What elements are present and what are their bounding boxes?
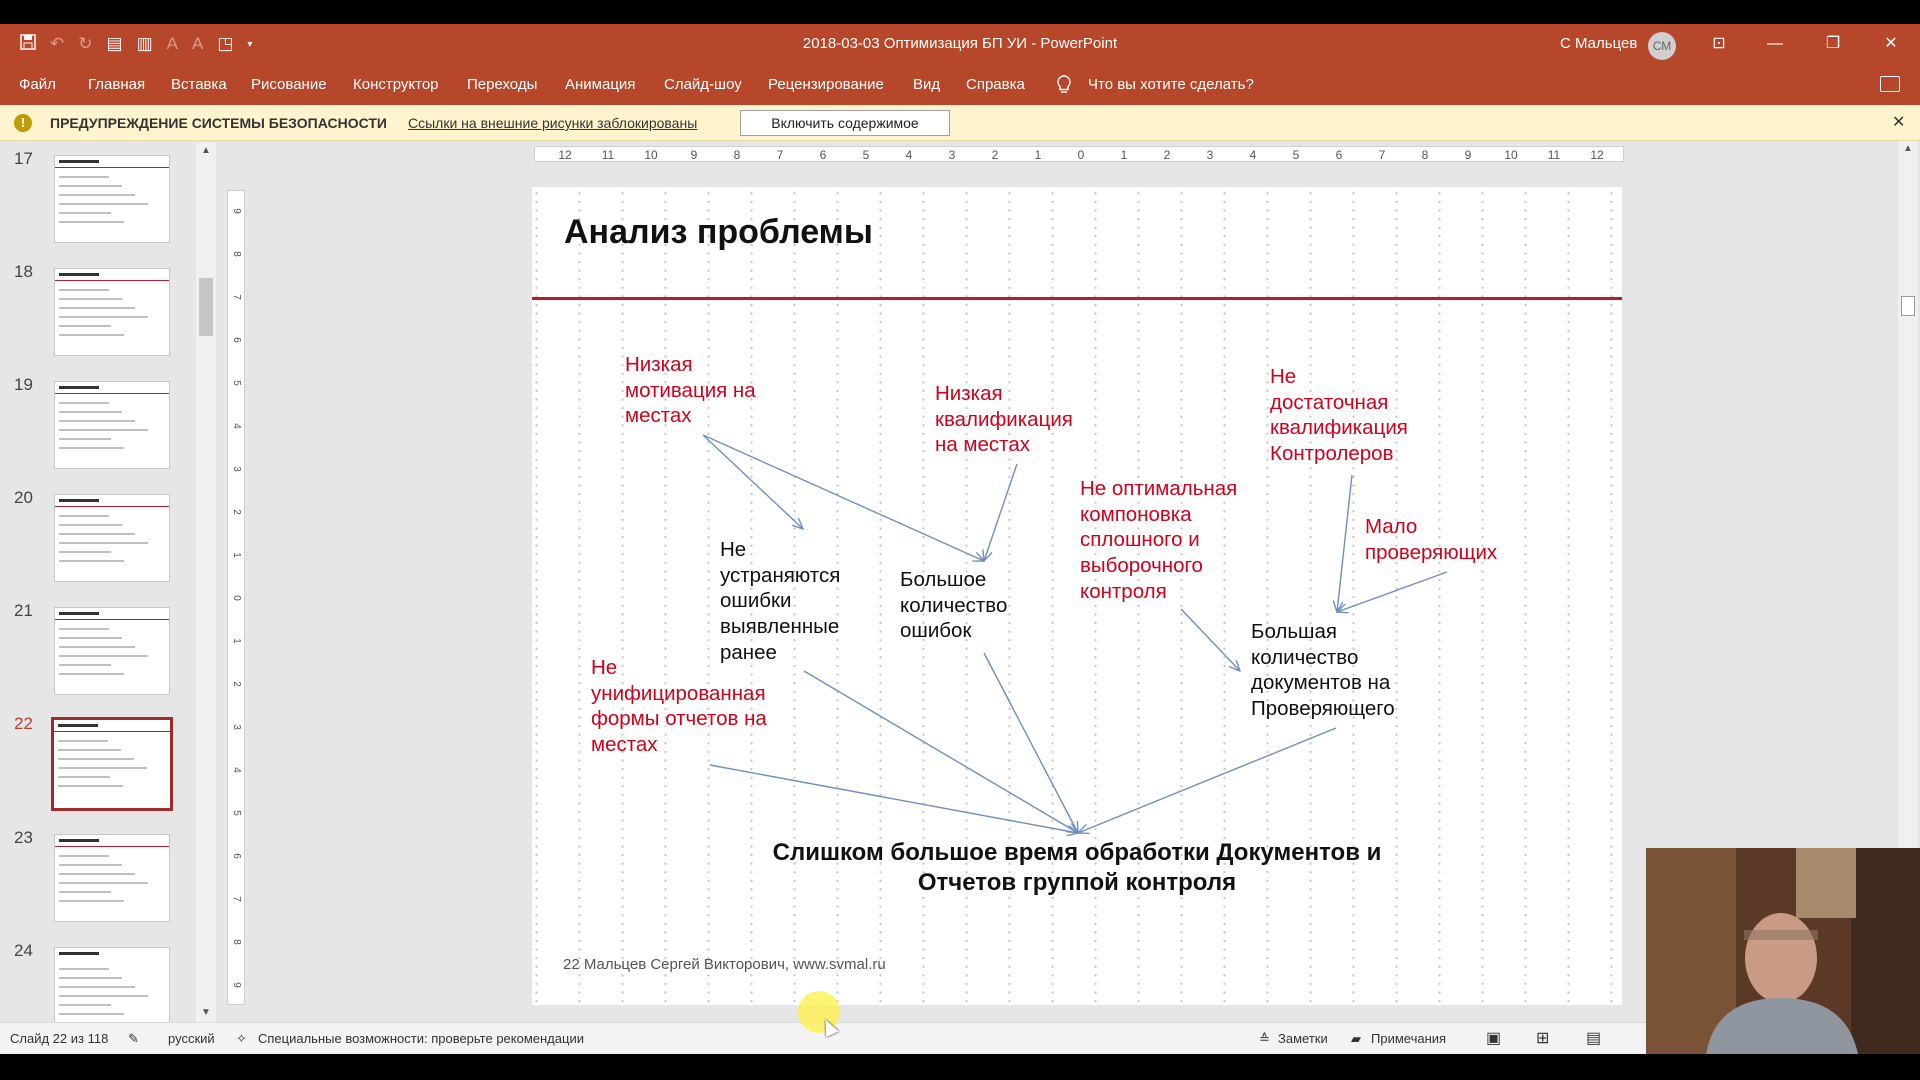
ruler-tick-label: 4 bbox=[1249, 148, 1257, 162]
arrow-controllers-to-many-docs bbox=[1337, 475, 1352, 612]
title-divider bbox=[532, 297, 1622, 300]
comments-button[interactable]: Примечания bbox=[1371, 1031, 1447, 1046]
ruler-tick-label: 0 bbox=[1077, 148, 1085, 162]
webcam-video-image bbox=[1646, 848, 1920, 1054]
security-warning-link[interactable]: Ссылки на внешние рисунки заблокированы bbox=[408, 115, 698, 131]
webcam-overlay bbox=[1646, 848, 1920, 1054]
ruler-tick-label: 4 bbox=[905, 148, 913, 162]
ruler-tick-label: 12 bbox=[558, 148, 572, 162]
slide-thumbnail-pane bbox=[0, 141, 218, 1022]
ruler-tick-label: 1 bbox=[1034, 148, 1042, 162]
security-warning-bar bbox=[0, 105, 1920, 141]
scroll-up-icon[interactable]: ▲ bbox=[201, 145, 211, 156]
document-title: 2018-03-03 Оптимизация БП УИ - PowerPoint bbox=[802, 35, 1118, 52]
ruler-tick-label: 5 bbox=[862, 148, 870, 162]
present-current-icon[interactable]: ▥ bbox=[136, 34, 153, 53]
slide-thumbnail[interactable] bbox=[0, 262, 200, 372]
normal-view-icon[interactable]: ▣ bbox=[1486, 1030, 1502, 1047]
ruler-tick-label: 7 bbox=[231, 896, 242, 902]
thumbnail-preview[interactable] bbox=[54, 607, 170, 695]
slide-sorter-icon[interactable]: ⊞ bbox=[1536, 1030, 1550, 1047]
ruler-tick-label: 9 bbox=[231, 208, 242, 214]
avatar[interactable]: СМ bbox=[1648, 32, 1676, 60]
spelling-check-icon[interactable]: ✎ bbox=[128, 1031, 139, 1046]
lightbulb-icon[interactable] bbox=[1056, 74, 1072, 96]
scrollbar-thumb[interactable] bbox=[199, 278, 213, 336]
ruler-tick-label: 9 bbox=[1464, 148, 1472, 162]
thumbnail-number: 21 bbox=[14, 601, 33, 620]
slide-counter[interactable]: Слайд 22 из 118 bbox=[10, 1031, 109, 1046]
ruler-tick-label: 8 bbox=[231, 251, 242, 257]
quick-access-toolbar bbox=[20, 24, 252, 64]
ruler-tick-label: 10 bbox=[1504, 148, 1518, 162]
tab-file[interactable]: Файл bbox=[19, 76, 56, 93]
tab-draw[interactable]: Рисование bbox=[251, 76, 327, 93]
ruler-tick-label: 9 bbox=[690, 148, 698, 162]
arrow-many-errors-to-conclusion bbox=[984, 653, 1078, 833]
thumbnail-number: 24 bbox=[14, 941, 33, 960]
slide-conclusion[interactable]: Слишком большое время обработки Документов и Отчетов группой контроля bbox=[772, 839, 1382, 896]
scroll-down-icon[interactable]: ▼ bbox=[201, 1007, 211, 1018]
ruler-tick-label: 2 bbox=[1163, 148, 1171, 162]
slide-thumbnail[interactable] bbox=[0, 714, 200, 824]
ruler-tick-label: 10 bbox=[644, 148, 658, 162]
slide-thumbnail[interactable] bbox=[0, 941, 200, 1022]
ruler-tick-label: 1 bbox=[231, 552, 242, 558]
ruler-tick-label: 6 bbox=[1335, 148, 1343, 162]
save-icon[interactable] bbox=[20, 34, 36, 55]
enable-content-button[interactable]: Включить содержимое bbox=[740, 110, 950, 136]
tab-review[interactable]: Рецензирование bbox=[768, 76, 884, 93]
thumbnail-preview[interactable] bbox=[54, 494, 170, 582]
thumbnail-number: 18 bbox=[14, 262, 33, 281]
ruler-tick-label: 6 bbox=[819, 148, 827, 162]
slide-thumbnail[interactable] bbox=[0, 375, 200, 485]
thumbnail-number: 23 bbox=[14, 828, 33, 847]
minimize-icon[interactable]: — bbox=[1767, 35, 1783, 52]
cause-low-motivation[interactable]: Низкая мотивация на местах bbox=[625, 353, 756, 428]
status-bar bbox=[0, 1022, 1920, 1054]
effect-many-errors[interactable]: Большое количество ошибок bbox=[900, 568, 1008, 643]
scroll-up-icon[interactable]: ▲ bbox=[1903, 143, 1913, 154]
warning-icon: ! bbox=[14, 114, 32, 132]
slide-thumbnail[interactable] bbox=[0, 828, 200, 938]
thumbnail-number: 22 bbox=[14, 714, 33, 733]
slide-footer: 22 Мальцев Сергей Викторович, www.svmal.ru bbox=[563, 956, 886, 973]
arrow-layout-to-many-docs bbox=[1181, 609, 1240, 671]
thumbnail-preview[interactable] bbox=[54, 268, 170, 356]
thumbnail-preview[interactable] bbox=[54, 947, 170, 1022]
cause-forms[interactable]: Не унифицированная формы отчетов на местах bbox=[591, 656, 767, 757]
ruler-tick-label: 11 bbox=[1547, 148, 1561, 162]
ribbon-display-options-icon[interactable]: ⊡ bbox=[1712, 35, 1726, 52]
thumbnail-preview[interactable] bbox=[54, 381, 170, 469]
thumbnail-preview[interactable] bbox=[54, 155, 170, 243]
user-name[interactable]: С Мальцев bbox=[1560, 35, 1638, 52]
slide-thumbnail[interactable] bbox=[0, 149, 200, 259]
ruler-tick-label: 7 bbox=[231, 294, 242, 300]
ruler-tick-label: 2 bbox=[231, 509, 242, 515]
ruler-tick-label: 8 bbox=[733, 148, 741, 162]
ruler-tick-label: 8 bbox=[1421, 148, 1429, 162]
ruler-tick-label: 1 bbox=[231, 638, 242, 644]
restore-icon[interactable]: ❐ bbox=[1825, 35, 1841, 52]
tab-home[interactable]: Главная bbox=[88, 76, 146, 93]
thumbnail-preview[interactable] bbox=[54, 834, 170, 922]
tab-slideshow[interactable]: Слайд-шоу bbox=[664, 76, 742, 93]
ruler-tick-label: 3 bbox=[1206, 148, 1214, 162]
close-icon[interactable]: ✕ bbox=[1892, 114, 1906, 131]
ruler-tick-label: 4 bbox=[231, 767, 242, 773]
ruler-tick-label: 7 bbox=[1378, 148, 1386, 162]
ruler-tick-label: 2 bbox=[231, 681, 242, 687]
notes-button[interactable]: Заметки bbox=[1278, 1031, 1328, 1046]
arrow-checkers-to-many-docs bbox=[1337, 572, 1447, 612]
ruler-tick-label: 3 bbox=[231, 466, 242, 472]
increase-font-icon[interactable]: A bbox=[191, 34, 204, 53]
shapes-icon[interactable]: ◳ bbox=[217, 34, 234, 53]
ruler-tick-label: 5 bbox=[1292, 148, 1300, 162]
top-black-bar bbox=[0, 0, 1920, 24]
ruler-tick-label: 2 bbox=[991, 148, 999, 162]
ruler-tick-label: 4 bbox=[231, 423, 242, 429]
effect-many-docs[interactable]: Большая количество документов на Проверяющего bbox=[1251, 620, 1395, 721]
ruler-tick-label: 1 bbox=[1120, 148, 1128, 162]
thumbnail-number: 19 bbox=[14, 375, 33, 394]
ruler-tick-label: 6 bbox=[231, 853, 242, 859]
tab-view[interactable]: Вид bbox=[913, 76, 941, 93]
ruler-tick-label: 3 bbox=[231, 724, 242, 730]
ruler-tick-label: 3 bbox=[948, 148, 956, 162]
ruler-tick-label: 5 bbox=[231, 810, 242, 816]
bottom-black-bar bbox=[0, 1054, 1920, 1080]
arrow-forms-to-conclusion bbox=[710, 765, 1078, 833]
cause-layout[interactable]: Не оптимальная компоновка сплошного и выборочного контроля bbox=[1080, 477, 1238, 603]
redo-icon[interactable]: ↻ bbox=[78, 34, 93, 53]
arrow-motivation-to-errors-not-fixed bbox=[703, 435, 803, 529]
thumbnail-number: 17 bbox=[14, 149, 33, 168]
ruler-tick-label: 7 bbox=[776, 148, 784, 162]
decrease-font-icon[interactable]: A bbox=[166, 34, 178, 53]
undo-icon[interactable]: ↶ bbox=[50, 34, 65, 53]
ruler-tick-label: 11 bbox=[601, 148, 615, 162]
tab-transitions[interactable]: Переходы bbox=[467, 76, 538, 93]
ruler-tick-label: 5 bbox=[231, 380, 242, 386]
reading-view-icon[interactable]: ▤ bbox=[1586, 1030, 1602, 1047]
accessibility-icon[interactable]: ✧ bbox=[236, 1031, 247, 1046]
ruler-tick-label: 8 bbox=[231, 939, 242, 945]
ribbon-tabs bbox=[0, 64, 1920, 105]
cause-low-qualification[interactable]: Низкая квалификация на местах bbox=[935, 382, 1073, 457]
close-window-icon[interactable]: ✕ bbox=[1884, 35, 1898, 52]
slide-thumbnail[interactable] bbox=[0, 488, 200, 598]
title-bar bbox=[0, 24, 1920, 64]
ruler-tick-label: 0 bbox=[231, 595, 242, 601]
tab-help[interactable]: Справка bbox=[966, 76, 1025, 93]
tell-me-search[interactable]: Что вы хотите сделать? bbox=[1088, 76, 1254, 93]
accessibility-status[interactable]: Специальные возможности: проверьте рекомендации bbox=[258, 1031, 584, 1046]
arrow-errors-not-fixed-to-conclusion bbox=[804, 671, 1078, 833]
security-warning-title: ПРЕДУПРЕЖДЕНИЕ СИСТЕМЫ БЕЗОПАСНОСТИ bbox=[50, 115, 387, 131]
tab-insert[interactable]: Вставка bbox=[171, 76, 227, 93]
slide-thumbnail[interactable] bbox=[0, 601, 200, 711]
comments-icon[interactable] bbox=[1880, 76, 1900, 92]
slide-canvas[interactable] bbox=[532, 187, 1622, 1005]
notes-icon[interactable]: ≙ bbox=[1259, 1031, 1270, 1046]
comments-status-icon[interactable]: ▰ bbox=[1351, 1031, 1361, 1046]
slide-title[interactable]: Анализ проблемы bbox=[564, 213, 873, 251]
cause-insufficient-qualification[interactable]: Не достаточная квалификация Контролеров bbox=[1270, 365, 1408, 466]
tab-design[interactable]: Конструктор bbox=[353, 76, 439, 93]
scrollbar-thumb[interactable] bbox=[1901, 296, 1915, 316]
language-indicator[interactable]: русский bbox=[168, 1031, 215, 1046]
thumbnail-number: 20 bbox=[14, 488, 33, 507]
effect-errors-not-fixed[interactable]: Не устраняются ошибки выявленные ранее bbox=[720, 538, 841, 664]
cause-few-checkers[interactable]: Мало проверяющих bbox=[1365, 515, 1498, 564]
thumbnail-scrollbar[interactable] bbox=[196, 143, 216, 1023]
present-from-start-icon[interactable]: ▤ bbox=[106, 34, 123, 53]
ruler-tick-label: 6 bbox=[231, 337, 242, 343]
ruler-tick-label: 12 bbox=[1590, 148, 1604, 162]
ruler-tick-label: 9 bbox=[231, 982, 242, 988]
arrow-qualification-to-many-errors bbox=[984, 464, 1017, 561]
tab-animations[interactable]: Анимация bbox=[565, 76, 636, 93]
arrow-many-docs-to-conclusion bbox=[1078, 728, 1336, 833]
vertical-ruler[interactable] bbox=[227, 190, 245, 1005]
horizontal-ruler[interactable] bbox=[534, 146, 1624, 162]
customize-qat-icon[interactable]: ▾ bbox=[247, 38, 253, 50]
thumbnail-preview[interactable] bbox=[51, 717, 173, 811]
